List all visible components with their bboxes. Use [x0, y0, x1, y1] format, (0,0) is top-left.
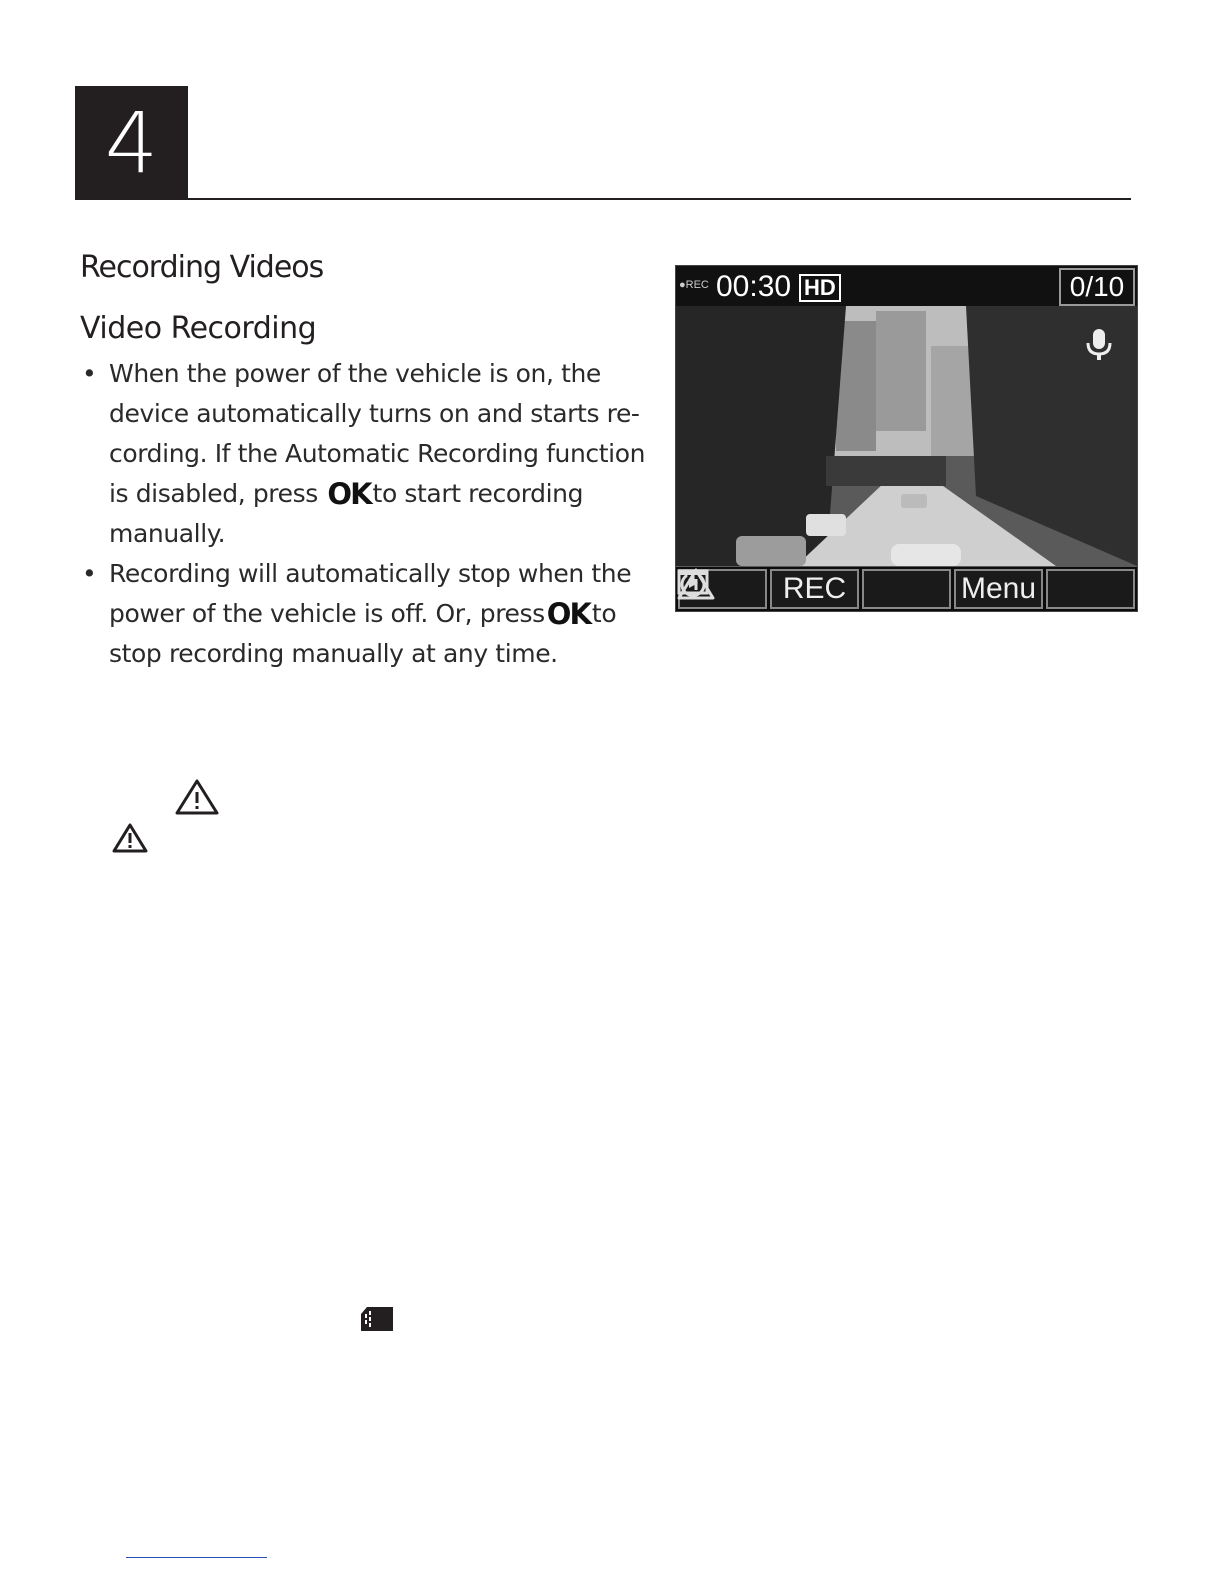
bullet-item — [80, 554, 660, 674]
power-icon — [676, 567, 710, 601]
file-count: 0/10 — [1059, 268, 1135, 306]
bullet-text: to start recording manually. — [109, 479, 584, 548]
bullet-item — [80, 354, 660, 554]
status-bar — [676, 266, 1137, 306]
footnote-rule — [126, 1557, 267, 1558]
street-scene-image — [676, 266, 1137, 611]
power-button[interactable] — [1046, 569, 1135, 609]
playback-button[interactable] — [862, 569, 951, 609]
bullet-text: When the power of the vehicle is on, the device automatically turns on and starts re-cording. If the Automatic Recording function is disabled, press — [109, 359, 646, 508]
ok-button-icon: OK — [546, 597, 590, 631]
menu-button[interactable]: Menu — [954, 569, 1043, 609]
rec-indicator: ●REC — [679, 279, 709, 291]
subsection-title: Video Recording — [80, 311, 317, 346]
bullet-text: to stop recording manually at any time. — [109, 599, 617, 668]
bullet-marker: • — [82, 559, 97, 588]
warning-triangle-icon — [174, 778, 220, 816]
chapter-number: 4 — [75, 86, 188, 200]
soft-button-bar — [676, 567, 1137, 611]
bullet-list — [80, 354, 660, 674]
hd-badge: HD — [799, 274, 841, 302]
bullet-text: Recording will automatically stop when the power of the vehicle is off. Or, press — [109, 559, 632, 628]
camera-screen-illustration — [675, 265, 1138, 612]
section-title: Recording Videos — [80, 250, 324, 285]
chapter-rule — [188, 198, 1131, 200]
sd-card-icon — [360, 1306, 394, 1332]
recording-time: 00:30 — [716, 270, 792, 303]
warning-triangle-icon — [112, 823, 148, 853]
bullet-marker: • — [82, 359, 97, 388]
ok-button-icon: OK — [327, 477, 371, 511]
rec-button[interactable]: REC — [770, 569, 859, 609]
microphone-icon — [1084, 328, 1114, 362]
